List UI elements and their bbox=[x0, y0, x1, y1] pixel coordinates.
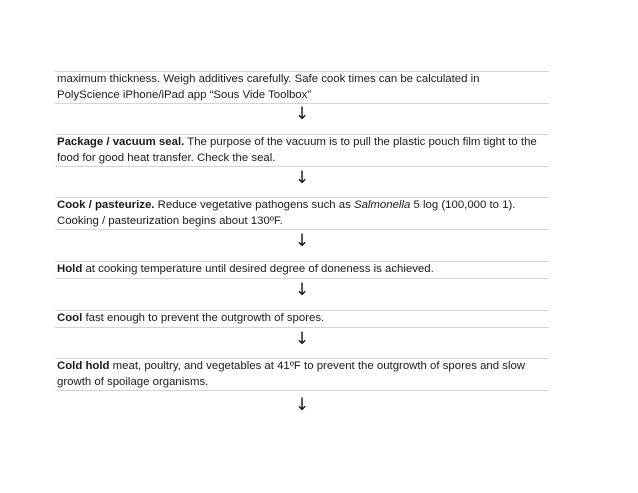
step-package bbox=[55, 134, 549, 167]
down-arrow-icon: ↓ bbox=[294, 168, 310, 188]
step-cold-hold-lead: Cold hold bbox=[57, 360, 110, 372]
step-cool-text: fast enough to prevent the outgrowth of spores. bbox=[82, 312, 325, 324]
step-cook-lead: Cook / pasteurize. bbox=[57, 199, 155, 211]
step-prepare bbox=[55, 71, 549, 104]
step-hold-text: at cooking temperature until desired degree of doneness is achieved. bbox=[82, 263, 434, 275]
step-cool bbox=[55, 310, 549, 328]
down-arrow-icon: ↓ bbox=[294, 395, 310, 415]
step-cool-lead: Cool bbox=[57, 312, 83, 324]
down-arrow-icon: ↓ bbox=[294, 329, 310, 349]
step-package-lead: Package / vacuum seal. bbox=[57, 136, 185, 148]
step-cook-text-2: 5 log (100,000 to 1). Cooking / pasteurization begins about 130ºF. bbox=[57, 199, 516, 227]
step-hold bbox=[55, 261, 549, 279]
down-arrow-icon: ↓ bbox=[294, 280, 310, 300]
step-cold-hold bbox=[55, 358, 549, 391]
step-cook-pathogen: Salmonella bbox=[353, 199, 411, 211]
down-arrow-icon: ↓ bbox=[294, 231, 310, 251]
step-cook bbox=[55, 197, 549, 230]
step-cold-hold-text: meat, poultry, and vegetables at 41ºF to prevent the outgrowth of spores and slow growth of spoilage organisms. bbox=[57, 360, 526, 388]
step-cook-text-1: Reduce vegetative pathogens such as bbox=[154, 199, 354, 211]
step-hold-lead: Hold bbox=[57, 263, 83, 275]
step-prepare-text: maximum thickness. Weigh additives carefully. Safe cook times can be calculated in PolyScience iPhone/iPad app “Sous Vide Toolbox” bbox=[57, 73, 480, 101]
step-package-text: The purpose of the vacuum is to pull the plastic pouch film tight to the food for good heat transfer. Check the seal. bbox=[57, 136, 537, 164]
down-arrow-icon: ↓ bbox=[294, 104, 310, 124]
